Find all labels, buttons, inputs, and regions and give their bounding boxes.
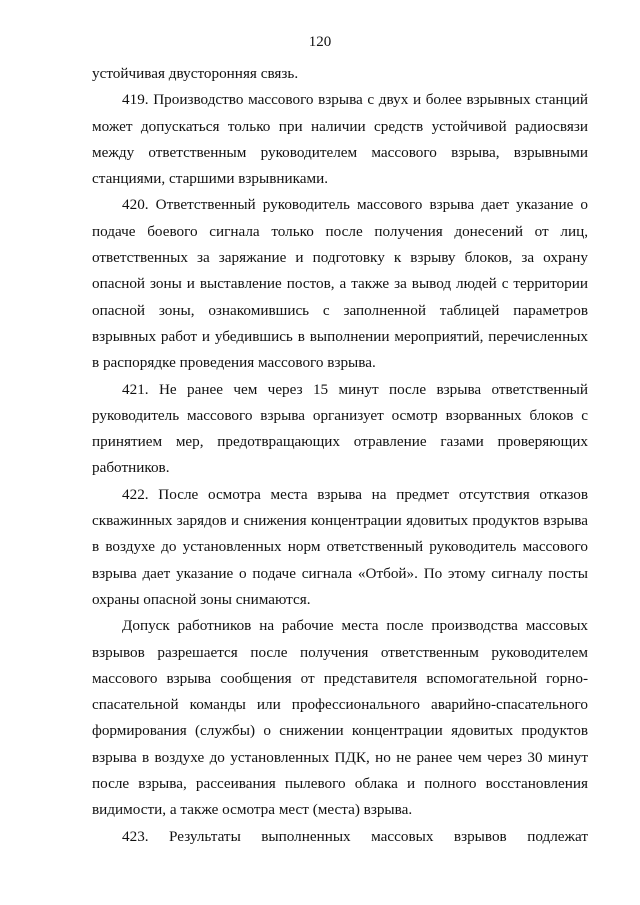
paragraph-access-rules: Допуск работников на рабочие места после производства массовых взрывов разрешается после получения ответственным руководителем массового взрыва сообщения от представителя вспомогательной горно-спасательной команды или профессионального аварийно-спасательного формирования (службы) о снижении концентрации ядовитых продуктов взрыва в воздухе до установленных ПДК, но не ранее чем через 30 минут после взрыва, рассеивания пылевого облака и полного восстановления видимости, а также осмотра мест (места) взрыва. xyxy=(92,617,588,819)
paragraph-422: 422. После осмотра места взрыва на предмет отсутствия отказов скважинных зарядов и снижения концентрации ядовитых продуктов взрыва в воздухе до установленных норм ответственный руководитель массового взрыва дает указание о подаче сигнала «Отбой». По этому сигналу посты охраны опасной зоны снимаются. xyxy=(92,485,588,608)
paragraph-423: 423. Результаты выполненных массовых взрывов подлежат xyxy=(122,827,588,845)
paragraph-421: 421. Не ранее чем через 15 минут после взрыва ответственный руководитель массового взрыва организует осмотр взорванных блоков с принятием мер, предотвращающих отравление газами проверяющих работников. xyxy=(92,380,588,477)
paragraph-419: 419. Производство массового взрыва с двух и более взрывных станций может допускаться только при наличии средств устойчивой радиосвязи между ответственным руководителем массового взрыва, взрывными станциями, старшими взрывниками. xyxy=(92,91,588,188)
paragraph-continuation: устойчивая двусторонняя связь. xyxy=(92,65,299,82)
page-number: 120 xyxy=(308,34,332,50)
document-body xyxy=(92,61,588,850)
paragraph-420: 420. Ответственный руководитель массового взрыва дает указание о подаче боевого сигнала только после получения донесений от лиц, ответственных за заряжание и подготовку к взрыву блоков, за охрану опасной зоны и выставление постов, а также за вывод людей с территории опасной зоны, ознакомившись с заполненной таблицей параметров взрывных работ и убедившись в выполнении мероприятий, перечисленных в распорядке проведения массового взрыва. xyxy=(92,196,588,372)
